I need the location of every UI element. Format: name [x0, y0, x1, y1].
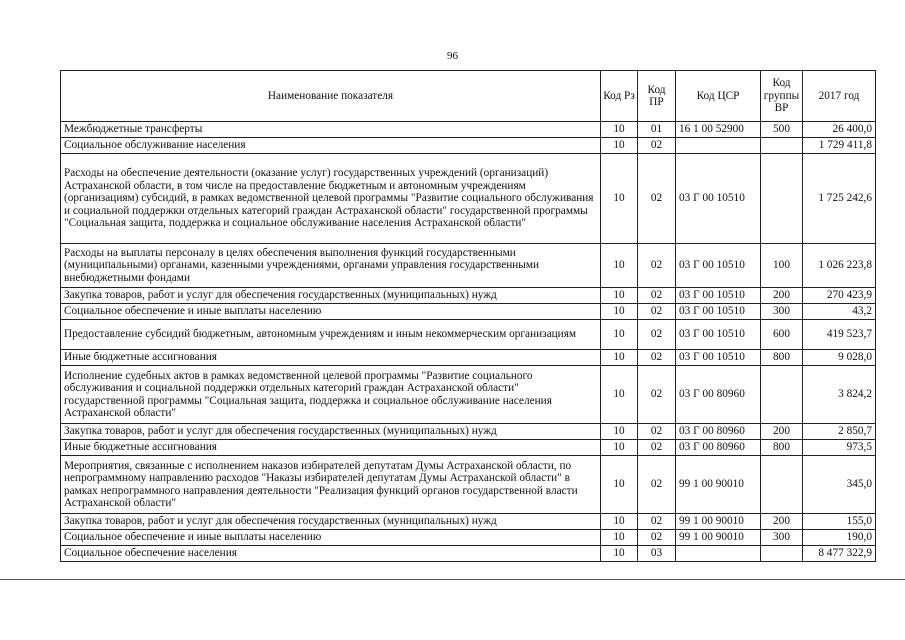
cell-name: Предоставление субсидий бюджетным, автономным учреждениям и иным некоммерческим организациям: [61, 320, 601, 350]
cell-csr: 03 Г 00 10510: [676, 288, 761, 304]
cell-csr: 03 Г 00 80960: [676, 424, 761, 440]
cell-csr: 03 Г 00 10510: [676, 320, 761, 350]
cell-rz: 10: [601, 304, 638, 320]
cell-vr: 200: [761, 514, 803, 530]
cell-vr: [761, 138, 803, 154]
cell-sum: 419 523,7: [803, 320, 876, 350]
cell-rz: 10: [601, 424, 638, 440]
cell-name: Закупка товаров, работ и услуг для обеспечения государственных (муниципальных) нужд: [61, 514, 601, 530]
cell-name: Иные бюджетные ассигнования: [61, 440, 601, 456]
table-row: [61, 288, 876, 304]
header-rz: Код Рз: [601, 71, 638, 122]
table-header-row: [61, 71, 876, 122]
cell-sum: 3 824,2: [803, 366, 876, 424]
table-row: [61, 440, 876, 456]
cell-csr: 99 1 00 90010: [676, 530, 761, 546]
cell-pr: 02: [638, 320, 676, 350]
cell-pr: 02: [638, 244, 676, 288]
cell-sum: 43,2: [803, 304, 876, 320]
cell-vr: [761, 366, 803, 424]
cell-name: Социальное обеспечение и иные выплаты населению: [61, 530, 601, 546]
cell-vr: 100: [761, 244, 803, 288]
cell-rz: 10: [601, 350, 638, 366]
cell-pr: 03: [638, 546, 676, 562]
cell-pr: 02: [638, 350, 676, 366]
cell-vr: [761, 546, 803, 562]
cell-pr: 02: [638, 304, 676, 320]
header-pr: Код ПР: [638, 71, 676, 122]
page-cut-line: [0, 579, 905, 580]
cell-name: Социальное обеспечение населения: [61, 546, 601, 562]
cell-rz: 10: [601, 138, 638, 154]
cell-csr: [676, 546, 761, 562]
cell-rz: 10: [601, 366, 638, 424]
cell-csr: 03 Г 00 10510: [676, 154, 761, 244]
table-row: [61, 546, 876, 562]
cell-rz: 10: [601, 530, 638, 546]
cell-rz: 10: [601, 440, 638, 456]
budget-table: [60, 70, 876, 562]
cell-name: Социальное обеспечение и иные выплаты населению: [61, 304, 601, 320]
cell-sum: 1 729 411,8: [803, 138, 876, 154]
cell-sum: 26 400,0: [803, 122, 876, 138]
table-row: [61, 244, 876, 288]
header-vr: Код группы ВР: [761, 71, 803, 122]
cell-rz: 10: [601, 456, 638, 514]
cell-rz: 10: [601, 546, 638, 562]
cell-sum: 9 028,0: [803, 350, 876, 366]
cell-pr: 02: [638, 440, 676, 456]
cell-vr: 800: [761, 440, 803, 456]
cell-vr: 300: [761, 530, 803, 546]
cell-csr: 03 Г 00 10510: [676, 244, 761, 288]
cell-name: Межбюджетные трансферты: [61, 122, 601, 138]
table-row: [61, 424, 876, 440]
table-row: [61, 138, 876, 154]
cell-vr: 200: [761, 424, 803, 440]
cell-sum: 8 477 322,9: [803, 546, 876, 562]
page-number: 96: [447, 50, 458, 62]
cell-rz: 10: [601, 122, 638, 138]
cell-pr: 02: [638, 514, 676, 530]
cell-vr: 500: [761, 122, 803, 138]
cell-name: Мероприятия, связанные с исполнением наказов избирателей депутатам Думы Астраханской области, по непрограммному направлению расходов "Наказы избирателей депутатам Думы Астраханской области" в рамках непрограммного направления деятельности "Реализация функций органов государственной власти Астраханской области": [61, 456, 601, 514]
cell-sum: 345,0: [803, 456, 876, 514]
table-row: [61, 366, 876, 424]
cell-vr: [761, 154, 803, 244]
cell-vr: [761, 456, 803, 514]
cell-sum: 270 423,9: [803, 288, 876, 304]
cell-vr: 200: [761, 288, 803, 304]
cell-sum: 1 026 223,8: [803, 244, 876, 288]
cell-sum: 190,0: [803, 530, 876, 546]
table-row: [61, 530, 876, 546]
cell-csr: 16 1 00 52900: [676, 122, 761, 138]
cell-rz: 10: [601, 320, 638, 350]
table-row: [61, 456, 876, 514]
table-row: [61, 304, 876, 320]
cell-rz: 10: [601, 514, 638, 530]
cell-rz: 10: [601, 244, 638, 288]
cell-name: Расходы на выплаты персоналу в целях обеспечения выполнения функций государственными (муниципальными) органами, казенными учреждениями, органами управления государственными внебюджетными фондами: [61, 244, 601, 288]
cell-csr: 03 Г 00 10510: [676, 350, 761, 366]
table-row: [61, 514, 876, 530]
cell-csr: 03 Г 00 80960: [676, 366, 761, 424]
cell-rz: 10: [601, 288, 638, 304]
cell-pr: 02: [638, 288, 676, 304]
cell-name: Расходы на обеспечение деятельности (оказание услуг) государственных учреждений (организаций) Астраханской области, в том числе на предоставление бюджетным и автономным учреждениям (организациям) субсидий, в рамках ведомственной целевой программы "Развитие социального обслуживания и социальной поддержки отдельных категорий граждан Астраханской области" государственной программы "Социальная защита, поддержка и социальное обслуживание населения Астраханской области": [61, 154, 601, 244]
cell-vr: 300: [761, 304, 803, 320]
table-row: [61, 350, 876, 366]
cell-csr: 99 1 00 90010: [676, 456, 761, 514]
cell-name: Закупка товаров, работ и услуг для обеспечения государственных (муниципальных) нужд: [61, 424, 601, 440]
cell-name: Иные бюджетные ассигнования: [61, 350, 601, 366]
cell-pr: 02: [638, 366, 676, 424]
table-row: [61, 320, 876, 350]
cell-pr: 02: [638, 530, 676, 546]
cell-pr: 02: [638, 456, 676, 514]
cell-name: Закупка товаров, работ и услуг для обеспечения государственных (муниципальных) нужд: [61, 288, 601, 304]
cell-sum: 2 850,7: [803, 424, 876, 440]
cell-pr: 01: [638, 122, 676, 138]
cell-pr: 02: [638, 138, 676, 154]
table-row: [61, 154, 876, 244]
header-csr: Код ЦСР: [676, 71, 761, 122]
cell-sum: 155,0: [803, 514, 876, 530]
cell-csr: 03 Г 00 80960: [676, 440, 761, 456]
cell-vr: 600: [761, 320, 803, 350]
cell-sum: 973,5: [803, 440, 876, 456]
cell-pr: 02: [638, 154, 676, 244]
cell-vr: 800: [761, 350, 803, 366]
table-row: [61, 122, 876, 138]
cell-pr: 02: [638, 424, 676, 440]
cell-csr: [676, 138, 761, 154]
cell-sum: 1 725 242,6: [803, 154, 876, 244]
cell-name: Исполнение судебных актов в рамках ведомственной целевой программы "Развитие социального обслуживания и социальной поддержки отдельных категорий граждан Астраханской области" государственной программы "Социальная защита, поддержка и социальное обслуживание населения Астраханской области": [61, 366, 601, 424]
cell-rz: 10: [601, 154, 638, 244]
header-year: 2017 год: [803, 71, 876, 122]
cell-name: Социальное обслуживание населения: [61, 138, 601, 154]
cell-csr: 99 1 00 90010: [676, 514, 761, 530]
cell-csr: 03 Г 00 10510: [676, 304, 761, 320]
header-name: Наименование показателя: [61, 71, 601, 122]
